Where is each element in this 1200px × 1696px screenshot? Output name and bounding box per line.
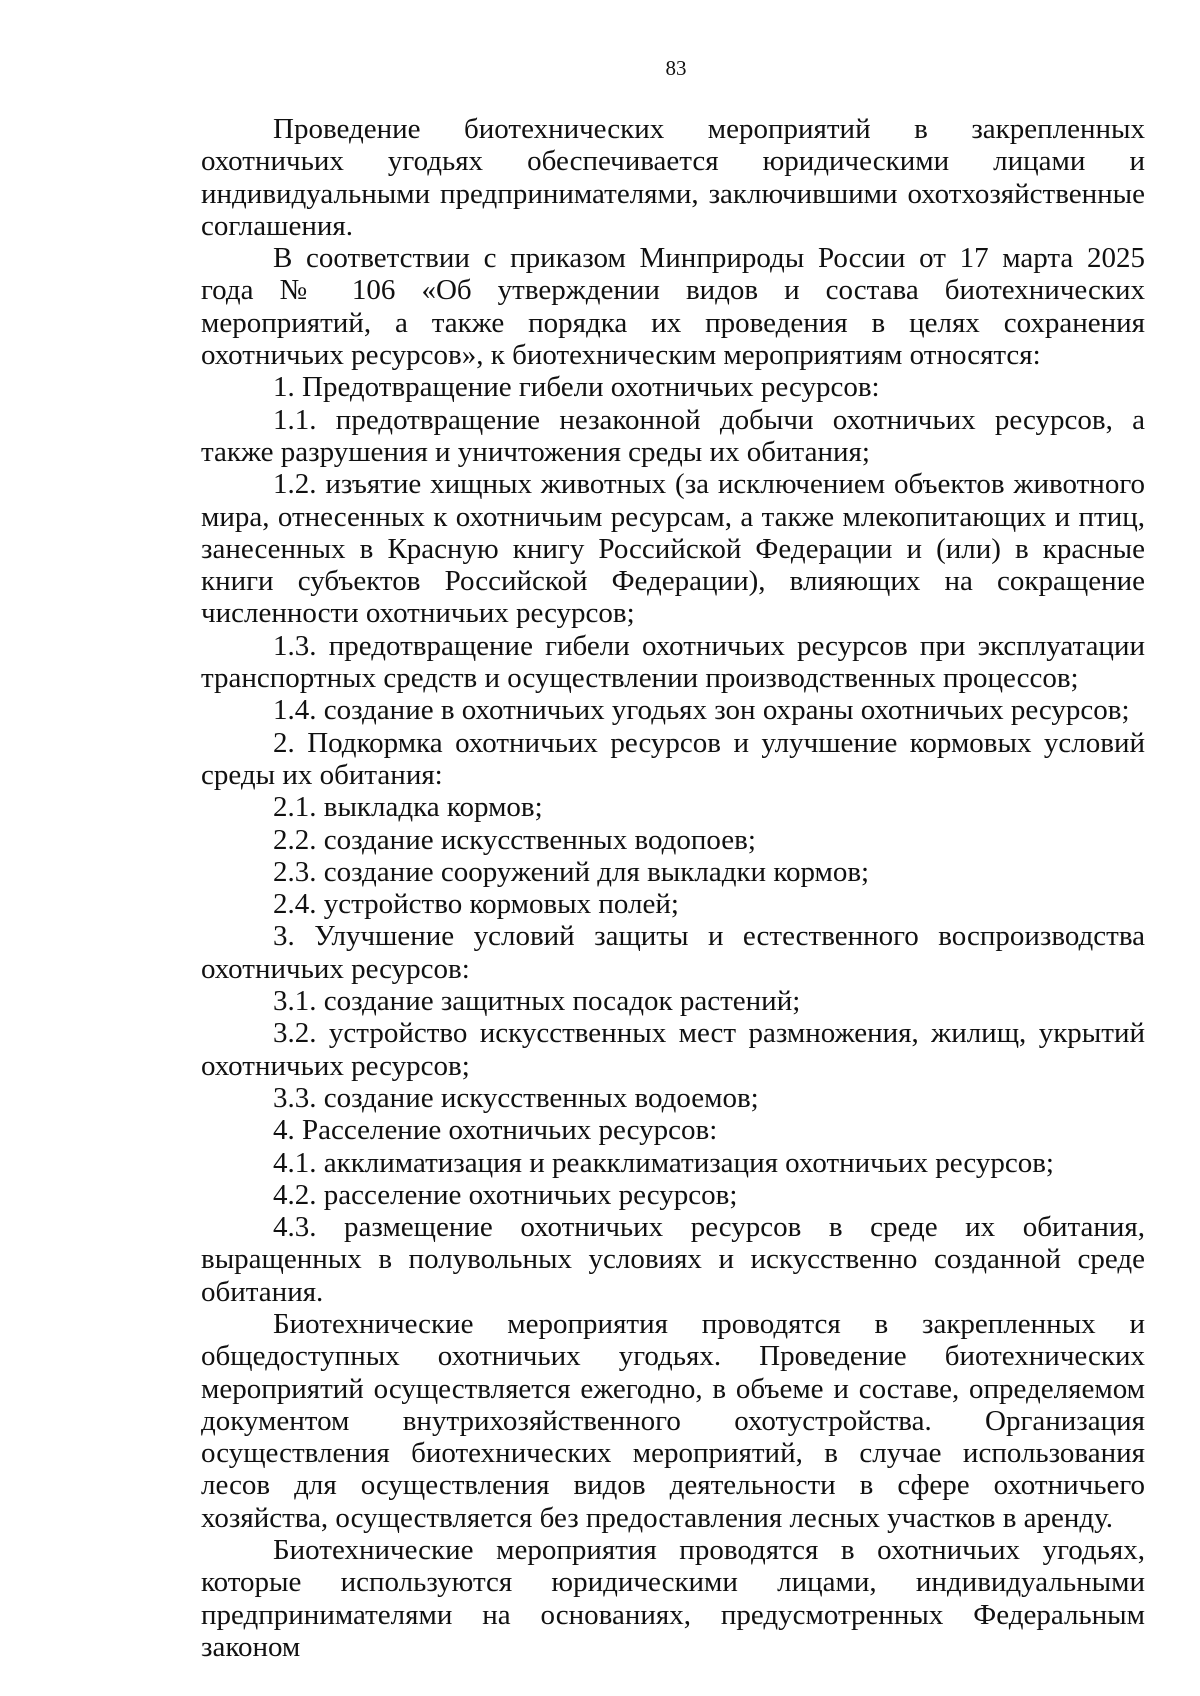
paragraph: Биотехнические мероприятия проводятся в охотничьих угодьях, которые используются юридическими лицами, индивидуальными предпринимателями на основаниях, предусмотренных Федеральным законом (201, 1534, 1145, 1663)
list-item: 4.2. расселение охотничьих ресурсов; (273, 1178, 738, 1211)
list-item: 3.1. создание защитных посадок растений; (273, 985, 801, 1018)
list-item: 4. Расселение охотничьих ресурсов: (273, 1114, 718, 1147)
document-body (201, 113, 1145, 1663)
list-item: 1. Предотвращение гибели охотничьих ресурсов: (273, 371, 880, 404)
list-item: 1.3. предотвращение гибели охотничьих ресурсов при эксплуатации транспортных средств и осуществлении производственных процессов; (201, 629, 1145, 695)
list-item: 2.4. устройство кормовых полей; (273, 888, 679, 921)
list-item: 1.1. предотвращение незаконной добычи охотничьих ресурсов, а также разрушения и уничтожения среды их обитания; (201, 403, 1145, 468)
paragraph: В соответствии с приказом Минприроды России от 17 марта 2025 года № 106 «Об утверждении видов и состава биотехнических мероприятий, а также порядка их проведения в целях сохранения охотничьих ресурсов», к биотехническим мероприятиям относятся: (201, 242, 1145, 372)
list-item: 1.4. создание в охотничьих угодьях зон охраны охотничьих ресурсов; (273, 694, 1130, 727)
list-item: 2. Подкормка охотничьих ресурсов и улучшение кормовых условий среды их обитания: (201, 726, 1145, 791)
paragraph: Биотехнические мероприятия проводятся в закрепленных и общедоступных охотничьих угодьях. Проведение биотехнических мероприятий осуществляется ежегодно, в объеме и составе, определяемом документом внутрихозяйственного охотустройства. Организация осуществления биотехнических мероприятий, в случае использования лесов для осуществления видов деятельности в сфере охотничьего хозяйства, осуществляется без предоставления лесных участков в аренду. (201, 1307, 1145, 1534)
list-item: 2.3. создание сооружений для выкладки кормов; (273, 855, 870, 888)
list-item: 4.3. размещение охотничьих ресурсов в среде их обитания, выращенных в полувольных условиях и искусственно созданной среде обитания. (201, 1211, 1145, 1308)
paragraph: Проведение биотехнических мероприятий в закрепленных охотничьих угодьях обеспечивается юридическими лицами и индивидуальными предпринимателями, заключившими охотхозяйственные соглашения. (201, 113, 1145, 242)
list-item: 4.1. акклиматизация и реакклиматизация охотничьих ресурсов; (273, 1146, 1054, 1179)
list-item: 3.2. устройство искусственных мест размножения, жилищ, укрытий охотничьих ресурсов; (201, 1017, 1145, 1082)
page-number: 83 (665, 56, 687, 80)
list-item: 3.3. создание искусственных водоемов; (273, 1081, 759, 1114)
list-item: 1.2. изъятие хищных животных (за исключением объектов животного мира, отнесенных к охотничьим ресурсам, а также млекопитающих и птиц, занесенных в Красную книгу Российской Федерации и (или) в красные книги субъектов Российской Федерации), влияющих на сокращение численности охотничьих ресурсов; (201, 468, 1145, 630)
list-item: 2.2. создание искусственных водопоев; (273, 823, 756, 856)
list-item: 3. Улучшение условий защиты и естественного воспроизводства охотничьих ресурсов: (201, 920, 1145, 985)
list-item: 2.1. выкладка кормов; (273, 791, 543, 824)
